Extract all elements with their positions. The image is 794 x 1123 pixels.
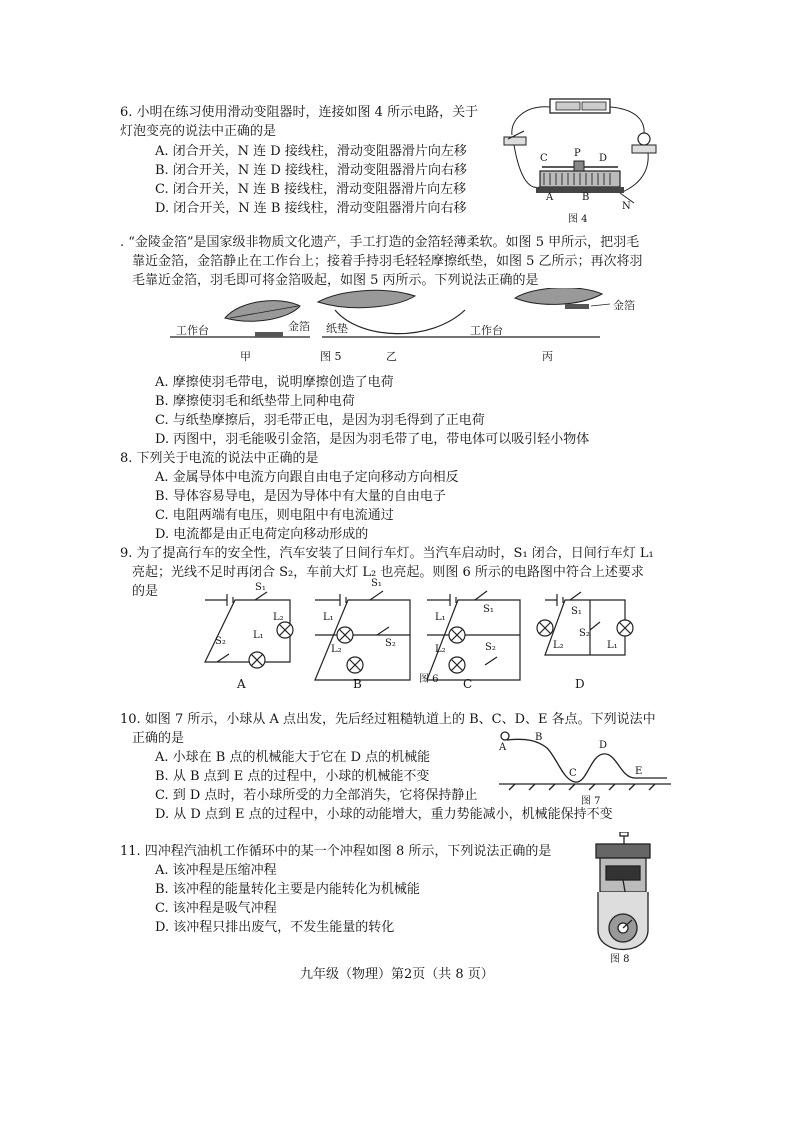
fig6-a-l1: L₁	[253, 630, 264, 641]
fig6-a-s1: S₁	[255, 582, 266, 593]
q6-stem-line2: 灯泡变亮的说法中正确的是	[120, 124, 277, 139]
q11-option-b: B. 该冲程的能量转化主要是内能转化为机械能	[155, 882, 420, 897]
fig5-pad: 纸垫	[326, 322, 348, 335]
q6-option-b: B. 闭合开关，N 连 D 接线柱，滑动变阻器滑片向右移	[155, 163, 468, 178]
fig6-a-l2: L₂	[273, 612, 284, 623]
q6-option-a: A. 闭合开关，N 连 D 接线柱，滑动变阻器滑片向左移	[155, 144, 467, 159]
q8-option-c: C. 电阻两端有电压，则电阻中有电流通过	[155, 508, 394, 523]
fig6-b-l1: L₁	[323, 612, 334, 623]
q7-stem-line1: . “金陵金箔”是国家级非物质文化遗产，手工打造的金箔轻薄柔软。如图 5 甲所示，把羽毛	[120, 235, 640, 250]
figure-5	[170, 288, 640, 366]
fig6-b-s1: S₁	[371, 578, 382, 589]
q10-stem-line2: 正确的是	[132, 731, 185, 746]
q9-stem-line2: 亮起；光线不足时再闭合 S₂，车前大灯 L₂ 也亮起。则图 6 所示的电路图中符合上述要求	[132, 565, 644, 580]
q10-option-a: A. 小球在 B 点的机械能大于它在 D 点的机械能	[155, 750, 431, 765]
fig6-option-c: C	[463, 677, 473, 691]
q10-option-b: B. 从 B 点到 E 点的过程中，小球的机械能不变	[155, 769, 430, 784]
q8-stem: 8. 下列关于电流的说法中正确的是	[120, 451, 319, 466]
fig5-caption: 图 5	[320, 350, 342, 363]
fig6-option-b: B	[353, 677, 362, 691]
q11-stem: 11. 四冲程汽油机工作循环中的某一个冲程如图 8 所示，下列说法正确的是	[120, 844, 552, 859]
fig4-label-c: C	[540, 153, 548, 164]
fig6-c-l2: L₂	[435, 644, 446, 655]
fig6-d-s2: S₂	[579, 628, 590, 639]
figure-8-engine	[588, 832, 658, 965]
q8-option-d: D. 电流都是由正电荷定向移动形成的	[155, 527, 369, 542]
fig4-label-b: B	[582, 192, 590, 203]
figure-7-track	[495, 728, 675, 808]
fig6-a-s2: S₂	[215, 636, 226, 647]
q7-option-c: C. 与纸垫摩擦后，羽毛带正电，是因为羽毛得到了正电荷	[155, 413, 485, 428]
figure-6-circuits	[195, 580, 635, 695]
fig5-foil-bing: 金箔	[613, 299, 635, 312]
fig7-caption: 图 7	[581, 796, 601, 807]
q11-option-c: C. 该冲程是吸气冲程	[155, 901, 277, 916]
q7-option-d: D. 丙图中，羽毛能吸引金箔，是因为羽毛带了电，带电体可以吸引轻小物体	[155, 432, 590, 447]
fig4-label-d: D	[599, 153, 608, 164]
fig4-label-p: P	[574, 148, 581, 159]
fig7-point-d: D	[599, 740, 608, 751]
q6-option-d: D. 闭合开关，N 连 B 接线柱，滑动变阻器滑片向右移	[155, 201, 467, 216]
fig6-option-d: D	[575, 677, 585, 691]
fig7-point-a: A	[499, 742, 507, 753]
q8-option-b: B. 导体容易导电，是因为导体中有大量的自由电子	[155, 489, 446, 504]
q10-option-d: D. 从 D 点到 E 点的过程中，小球的动能增大，重力势能减小，机械能保持不变	[155, 807, 613, 822]
q7-option-a: A. 摩擦使羽毛带电，说明摩擦创造了电荷	[155, 375, 394, 390]
fig7-point-e: E	[635, 766, 643, 777]
q7-stem-line3: 毛靠近金箔，羽毛即可将金箔吸起，如图 5 丙所示。下列说法正确的是	[132, 273, 539, 288]
fig6-c-s1: S₁	[483, 604, 494, 615]
q11-option-a: A. 该冲程是压缩冲程	[155, 863, 277, 878]
q8-option-a: A. 金属导体中电流方向跟自由电子定向移动方向相反	[155, 470, 459, 485]
q7-option-b: B. 摩擦使羽毛和纸垫带上同种电荷	[155, 394, 355, 409]
fig6-caption: 图 6	[419, 674, 439, 685]
fig5-workbench-bing: 工作台	[470, 324, 503, 337]
q11-option-d: D. 该冲程只排出废气，不发生能量的转化	[155, 920, 395, 935]
q10-option-c: C. 到 D 点时，若小球所受的力全部消失，它将保持静止	[155, 788, 478, 803]
fig6-c-s2: S₂	[485, 642, 496, 653]
fig7-point-b: B	[535, 732, 543, 743]
q9-stem-line1: 9. 为了提高行车的安全性，汽车安装了日间行车灯。当汽车启动时，S₁ 闭合，日间行车灯 L₁	[120, 546, 654, 561]
fig8-caption: 图 8	[610, 954, 630, 965]
fig4-label-a: A	[546, 192, 554, 203]
fig6-b-s2: S₂	[385, 638, 396, 649]
fig5-label-jia: 甲	[240, 350, 251, 363]
q6-option-c: C. 闭合开关，N 连 B 接线柱，滑动变阻器滑片向左移	[155, 182, 467, 197]
fig5-label-bing: 丙	[542, 350, 553, 363]
fig7-point-c: C	[569, 768, 577, 779]
q10-stem-line1: 10. 如图 7 所示，小球从 A 点出发，先后经过粗糙轨道上的 B、C、D、E 各点。下列说法中	[120, 712, 656, 727]
fig5-workbench-jia: 工作台	[176, 324, 209, 337]
circuit-a	[205, 592, 293, 668]
fig6-option-a: A	[237, 677, 246, 691]
fig6-d-s1: S₁	[571, 606, 582, 617]
figure-4-circuit	[500, 95, 670, 225]
q9-stem-line3: 的是	[132, 584, 159, 599]
q7-stem-line2: 靠近金箔，金箔静止在工作台上；接着手持羽毛轻轻摩擦纸垫，如图 5 乙所示；再次将羽	[132, 254, 643, 269]
fig5-label-yi: 乙	[386, 350, 397, 363]
fig6-d-l2: L₂	[553, 640, 564, 651]
fig4-caption: 图 4	[568, 214, 588, 225]
fig5-foil-jia: 金箔	[288, 320, 310, 333]
circuit-d	[537, 592, 633, 655]
circuit-c	[427, 591, 520, 680]
fig6-d-l1: L₁	[607, 640, 618, 651]
page-footer: 九年级（物理）第2页（共 8 页）	[300, 967, 494, 982]
fig6-c-l1: L₁	[435, 612, 446, 623]
fig4-label-n: N	[622, 201, 631, 212]
q6-stem-line1: 6. 小明在练习使用滑动变阻器时，连接如图 4 所示电路，关于	[120, 105, 479, 120]
fig6-b-l2: L₂	[331, 644, 342, 655]
circuit-b	[315, 591, 410, 680]
